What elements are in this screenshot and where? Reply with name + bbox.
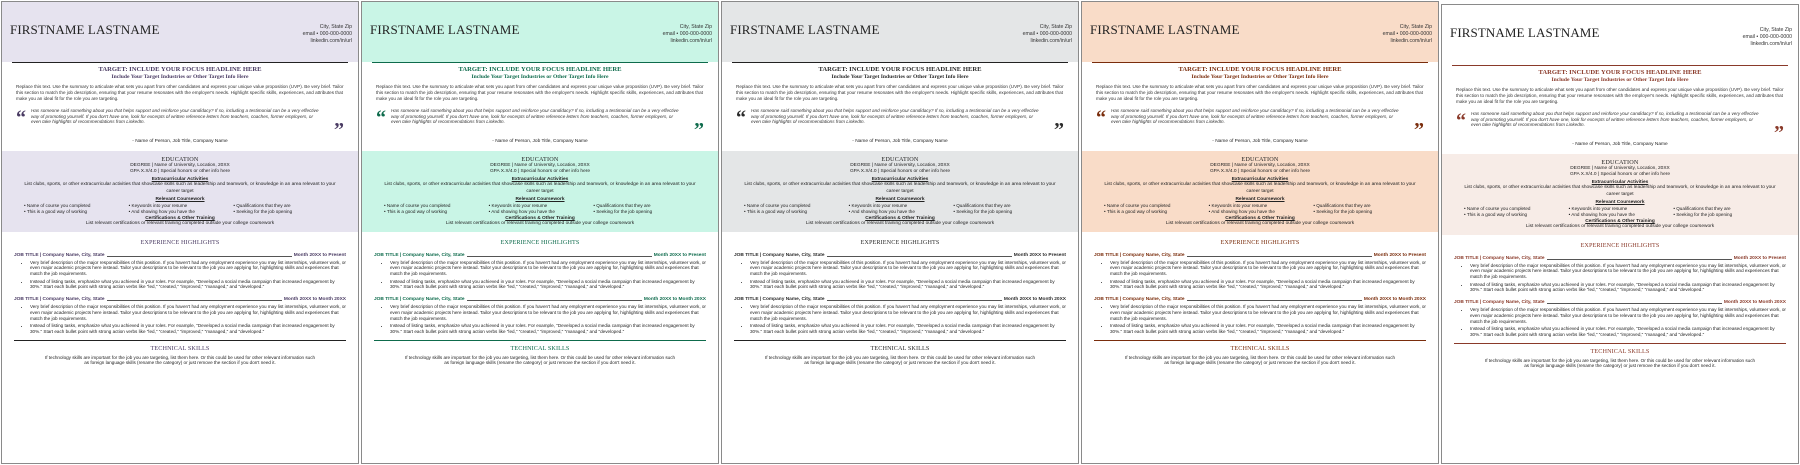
education-section [2, 151, 358, 232]
skills-text: If technology skills are important for the job you are targeting, list them here. Or this could be used for other relevant information such as foreign language skills (rename the category) or just remove the section if you don't need it. [1484, 357, 1756, 369]
education-title: EDUCATION [1601, 159, 1639, 166]
certifications-text: List relevant certifications or relevant training completed outside your college coursework [1165, 221, 1355, 227]
job-title: JOB TITLE | Company Name, City, State [14, 252, 105, 258]
resume-header [722, 2, 1078, 62]
coursework-item: • Name of course you completed [1104, 203, 1209, 209]
job-heading [1454, 256, 1786, 261]
experience-title: EXPERIENCE HIGHLIGHTS [1580, 241, 1660, 249]
job-heading [1094, 297, 1426, 302]
job-leader-line [1187, 256, 1372, 257]
testimonial-attribution: - Name of Person, Job Title, Company Name [1212, 139, 1308, 144]
job-heading [14, 253, 346, 258]
skills-text: If technology skills are important for the job you are targeting, list them here. Or this could be used for other relevant information such as foreign language skills (rename the category) or just remove the section if you don't need it. [44, 354, 316, 366]
certifications-text: List relevant certifications or relevant training completed outside your college coursework [445, 221, 635, 227]
contact-email-phone: email • 000-000-0000 [302, 31, 352, 37]
target-industries: Include Your Target Industries or Other Target Info Here [1551, 77, 1689, 83]
contact-linkedin: linkedin.com/in/url [310, 38, 352, 44]
job-leader-line [1547, 303, 1722, 304]
certifications-title: Certifications & Other Training [505, 216, 575, 222]
contact-linkedin: linkedin.com/in/url [1750, 41, 1792, 47]
coursework-item: • Seeking for the job opening [1313, 209, 1418, 215]
coursework-item: • And showing how you have the [849, 209, 954, 215]
testimonial-attribution: - Name of Person, Job Title, Company Name [132, 139, 228, 144]
coursework-item: • Keywords into your resume [1569, 206, 1674, 212]
coursework-item: • Seeking for the job opening [953, 209, 1058, 215]
job-title: JOB TITLE | Company Name, City, State [734, 252, 825, 258]
job-bullet: • Instead of listing tasks, emphasize what you achieved in your roles. For example, "Developed a social media campaign that increased engagement by 30%." Start each bullet point with strong action verbs like "led," "created," "improved," "managed," and "developed." [1470, 282, 1786, 294]
extracurricular-text: List clubs, sports, or other extracurricular activities that showcase skills such as leadership and teamwork, or knowledge in an area relevant to your career target [1104, 182, 1416, 194]
coursework-item: • Seeking for the job opening [233, 209, 338, 215]
coursework-item: • Name of course you completed [24, 203, 129, 209]
resume-header [2, 2, 358, 62]
skills-rule [1094, 340, 1426, 341]
coursework-item: • And showing how you have the [1569, 212, 1674, 218]
job-bullet: • Instead of listing tasks, emphasize what you achieved in your roles. For example, "Developed a social media campaign that increased engagement by 30%." Start each bullet point with strong action verbs like "led," "created," "improved," "managed," and "developed." [1470, 326, 1786, 338]
testimonial [1096, 107, 1424, 141]
job-title: JOB TITLE | Company Name, City, State [1454, 300, 1545, 306]
header-rule [372, 62, 708, 63]
extracurricular-text: List clubs, sports, or other extracurricular activities that showcase skills such as leadership and teamwork, or knowledge in an area relevant to your career target [744, 182, 1056, 194]
coursework-list [744, 203, 1058, 215]
coursework-item: • And showing how you have the [489, 209, 594, 215]
target-industries: Include Your Target Industries or Other Target Info Here [111, 74, 249, 80]
focus-headline: TARGET: INCLUDE YOUR FOCUS HEADLINE HERE [1538, 69, 1702, 76]
close-quote-icon: ” [1054, 119, 1064, 141]
skills-rule [734, 340, 1066, 341]
job-leader-line [1187, 300, 1362, 301]
coursework-item: • Name of course you completed [1464, 206, 1569, 212]
job-title: JOB TITLE | Company Name, City, State [14, 297, 105, 303]
close-quote-icon: ” [1774, 122, 1784, 144]
job-dates: Month 20XX to Month 20XX [283, 297, 346, 303]
extracurricular-title: Extracurricular Activities [151, 177, 209, 183]
coursework-title: Relevant Coursework [515, 196, 565, 202]
resume-header [1082, 2, 1438, 62]
job-bullets [1470, 307, 1786, 337]
testimonial-text: Has someone said something about you that helps support and reinforce your candidacy? If so, including a testimonial can be a very effective way of promoting yourself. If you don't have one, look for excerpts of written reference letters from teachers, coaches, former employers, or even take highlights of recommendations from LinkedIn. [391, 108, 679, 125]
job-dates: Month 20XX to Month 20XX [1003, 297, 1066, 303]
coursework-item: • Qualifications that they are [1313, 203, 1418, 209]
skills-rule [374, 340, 706, 341]
coursework-list [384, 203, 698, 215]
skills-text: If technology skills are important for the job you are targeting, list them here. Or this could be used for other relevant information such as foreign language skills (rename the category) or just remove the section if you don't need it. [404, 354, 676, 366]
contact-linkedin: linkedin.com/in/url [1030, 38, 1072, 44]
job-bullet: • Very brief description of the major responsibilities of this position. If you haven't had any employment experience you may list internships, volunteer work, or even major academic projects here instead. Tailor your descriptions to be relevant to the job you are applying for, highlighting skills and experiences that match the job requirements. [390, 304, 706, 321]
close-quote-icon: ” [334, 119, 344, 141]
contact-location: City, State Zip [319, 24, 352, 30]
job-bullet: • Very brief description of the major responsibilities of this position. If you haven't had any employment experience you may list internships, volunteer work, or even major academic projects here instead. Tailor your descriptions to be relevant to the job you are applying for, highlighting skills and experiences that match the job requirements. [1110, 260, 1426, 277]
job-title: JOB TITLE | Company Name, City, State [1094, 297, 1185, 303]
testimonial-text: Has someone said something about you that helps support and reinforce your candidacy? If so, including a testimonial can be a very effective way of promoting yourself. If you don't have one, look for excerpts of written reference letters from teachers, coaches, former employers, or even take highlights of recommendations from LinkedIn. [1471, 111, 1759, 128]
testimonial-text: Has someone said something about you that helps support and reinforce your candidacy? If so, including a testimonial can be a very effective way of promoting yourself. If you don't have one, look for excerpts of written reference letters from teachers, coaches, former employers, or even take highlights of recommendations from LinkedIn. [751, 108, 1039, 125]
job-bullets [1110, 304, 1426, 334]
job-bullet: • Very brief description of the major responsibilities of this position. If you haven't had any employment experience you may list internships, volunteer work, or even major academic projects here instead. Tailor your descriptions to be relevant to the job you are applying for, highlighting skills and experiences that match the job requirements. [30, 260, 346, 277]
contact-block [1743, 27, 1792, 48]
gpa-line: GPA X.X/4.0 | Special honors or other info here [1209, 169, 1311, 175]
coursework-item: • Name of course you completed [744, 203, 849, 209]
job-bullet: • Instead of listing tasks, emphasize what you achieved in your roles. For example, "Developed a social media campaign that increased engagement by 30%." Start each bullet point with strong action verbs like "led," "created," "improved," "managed," and "developed." [390, 279, 706, 291]
experience-title: EXPERIENCE HIGHLIGHTS [500, 238, 580, 246]
degree-line: DEGREE | Name of University, Location, 20XX [1570, 166, 1670, 171]
job-dates: Month 20XX to Month 20XX [1363, 297, 1426, 303]
job-leader-line [827, 300, 1002, 301]
education-title: EDUCATION [161, 156, 199, 163]
coursework-list [24, 203, 338, 215]
open-quote-icon: “ [16, 107, 26, 129]
job-dates: Month 20XX to Month 20XX [1723, 300, 1786, 306]
skills-text: If technology skills are important for the job you are targeting, list them here. Or this could be used for other relevant information such as foreign language skills (rename the category) or just remove the section if you don't need it. [764, 354, 1036, 366]
testimonial [376, 107, 704, 141]
job-heading [1454, 300, 1786, 305]
extracurricular-text: List clubs, sports, or other extracurricular activities that showcase skills such as leadership and teamwork, or knowledge in an area relevant to your career target [24, 182, 336, 194]
resume-page[interactable] [1, 1, 359, 464]
candidate-name: FIRSTNAME LASTNAME [370, 22, 520, 37]
education-title: EDUCATION [521, 156, 559, 163]
job-bullet: • Very brief description of the major responsibilities of this position. If you haven't had any employment experience you may list internships, volunteer work, or even major academic projects here instead. Tailor your descriptions to be relevant to the job you are applying for, highlighting skills and experiences that match the job requirements. [1470, 263, 1786, 280]
coursework-item: • Qualifications that they are [593, 203, 698, 209]
coursework-list [1104, 203, 1418, 215]
coursework-item: • And showing how you have the [129, 209, 234, 215]
degree-line: DEGREE | Name of University, Location, 20XX [850, 163, 950, 168]
contact-location: City, State Zip [1759, 27, 1792, 33]
gpa-line: GPA X.X/4.0 | Special honors or other info here [1569, 172, 1671, 178]
contact-block [663, 24, 712, 45]
testimonial-text: Has someone said something about you that helps support and reinforce your candidacy? If so, including a testimonial can be a very effective way of promoting yourself. If you don't have one, look for excerpts of written reference letters from teachers, coaches, former employers, or even take highlights of recommendations from LinkedIn. [1111, 108, 1399, 125]
testimonial [16, 107, 344, 141]
coursework-title: Relevant Coursework [1595, 199, 1645, 205]
coursework-item: • Keywords into your resume [1209, 203, 1314, 209]
focus-headline: TARGET: INCLUDE YOUR FOCUS HEADLINE HERE [458, 66, 622, 73]
extracurricular-title: Extracurricular Activities [511, 177, 569, 183]
open-quote-icon: “ [1096, 107, 1106, 129]
focus-headline: TARGET: INCLUDE YOUR FOCUS HEADLINE HERE [1178, 66, 1342, 73]
degree-line: DEGREE | Name of University, Location, 20XX [490, 163, 590, 168]
contact-email-phone: email • 000-000-0000 [662, 31, 712, 37]
job-dates: Month 20XX to Month 20XX [643, 297, 706, 303]
testimonial-text: Has someone said something about you that helps support and reinforce your candidacy? If so, including a testimonial can be a very effective way of promoting yourself. If you don't have one, look for excerpts of written reference letters from teachers, coaches, former employers, or even take highlights of recommendations from LinkedIn. [31, 108, 319, 125]
job-bullet: • Instead of listing tasks, emphasize what you achieved in your roles. For example, "Developed a social media campaign that increased engagement by 30%." Start each bullet point with strong action verbs like "led," "created," "improved," "managed," and "developed." [1110, 279, 1426, 291]
contact-block [1023, 24, 1072, 45]
education-title: EDUCATION [881, 156, 919, 163]
coursework-item: • This is a good way of working [384, 209, 489, 215]
certifications-title: Certifications & Other Training [145, 216, 215, 222]
close-quote-icon: ” [1414, 119, 1424, 141]
contact-linkedin: linkedin.com/in/url [670, 38, 712, 44]
target-industries: Include Your Target Industries or Other Target Info Here [831, 74, 969, 80]
job-dates: Month 20XX to Present [1733, 255, 1786, 261]
job-bullet: • Instead of listing tasks, emphasize what you achieved in your roles. For example, "Developed a social media campaign that increased engagement by 30%." Start each bullet point with strong action verbs like "led," "created," "improved," "managed," and "developed." [1110, 323, 1426, 335]
job-bullets [1110, 260, 1426, 290]
coursework-item: • And showing how you have the [1209, 209, 1314, 215]
job-leader-line [107, 300, 282, 301]
target-industries: Include Your Target Industries or Other Target Info Here [1191, 74, 1329, 80]
extracurricular-title: Extracurricular Activities [1591, 180, 1649, 186]
job-bullets [750, 304, 1066, 334]
gpa-line: GPA X.X/4.0 | Special honors or other info here [489, 169, 591, 175]
job-bullets [390, 304, 706, 334]
contact-email-phone: email • 000-000-0000 [1742, 34, 1792, 40]
target-industries: Include Your Target Industries or Other Target Info Here [471, 74, 609, 80]
contact-block [303, 24, 352, 45]
job-title: JOB TITLE | Company Name, City, State [374, 297, 465, 303]
coursework-item: • Keywords into your resume [849, 203, 954, 209]
job-leader-line [107, 256, 292, 257]
candidate-name: FIRSTNAME LASTNAME [730, 22, 880, 37]
focus-headline: TARGET: INCLUDE YOUR FOCUS HEADLINE HERE [818, 66, 982, 73]
experience-title: EXPERIENCE HIGHLIGHTS [140, 238, 220, 246]
certifications-text: List relevant certifications or relevant training completed outside your college coursework [85, 221, 275, 227]
job-heading [374, 253, 706, 258]
job-bullets [750, 260, 1066, 290]
certifications-text: List relevant certifications or relevant training completed outside your college coursework [1525, 224, 1715, 230]
contact-email-phone: email • 000-000-0000 [1022, 31, 1072, 37]
education-section [1442, 154, 1798, 235]
skills-rule [14, 340, 346, 341]
resume-page[interactable] [721, 1, 1079, 464]
candidate-name: FIRSTNAME LASTNAME [10, 22, 160, 37]
job-bullet: • Instead of listing tasks, emphasize what you achieved in your roles. For example, "Developed a social media campaign that increased engagement by 30%." Start each bullet point with strong action verbs like "led," "created," "improved," "managed," and "developed." [750, 279, 1066, 291]
resume-header [362, 2, 718, 62]
job-bullet: • Very brief description of the major responsibilities of this position. If you haven't had any employment experience you may list internships, volunteer work, or even major academic projects here instead. Tailor your descriptions to be relevant to the job you are applying for, highlighting skills and experiences that match the job requirements. [750, 260, 1066, 277]
testimonial-attribution: - Name of Person, Job Title, Company Name [492, 139, 588, 144]
coursework-item: • Keywords into your resume [129, 203, 234, 209]
coursework-item: • Keywords into your resume [489, 203, 594, 209]
resume-page[interactable] [1441, 4, 1799, 464]
candidate-name: FIRSTNAME LASTNAME [1090, 22, 1240, 37]
contact-location: City, State Zip [679, 24, 712, 30]
contact-linkedin: linkedin.com/in/url [1390, 38, 1432, 44]
job-title: JOB TITLE | Company Name, City, State [1094, 252, 1185, 258]
job-bullet: • Instead of listing tasks, emphasize what you achieved in your roles. For example, "Developed a social media campaign that increased engagement by 30%." Start each bullet point with strong action verbs like "led," "created," "improved," "managed," and "developed." [750, 323, 1066, 335]
job-dates: Month 20XX to Present [653, 252, 706, 258]
coursework-item: • This is a good way of working [24, 209, 129, 215]
coursework-item: • Qualifications that they are [953, 203, 1058, 209]
job-bullets [390, 260, 706, 290]
contact-location: City, State Zip [1039, 24, 1072, 30]
certifications-title: Certifications & Other Training [1225, 216, 1295, 222]
degree-line: DEGREE | Name of University, Location, 20XX [1210, 163, 1310, 168]
coursework-item: • Qualifications that they are [233, 203, 338, 209]
education-section [1082, 151, 1438, 232]
job-bullets [30, 260, 346, 290]
degree-line: DEGREE | Name of University, Location, 20XX [130, 163, 230, 168]
contact-block [1383, 24, 1432, 45]
certifications-text: List relevant certifications or relevant training completed outside your college coursework [805, 221, 995, 227]
job-bullet: • Very brief description of the major responsibilities of this position. If you haven't had any employment experience you may list internships, volunteer work, or even major academic projects here instead. Tailor your descriptions to be relevant to the job you are applying for, highlighting skills and experiences that match the job requirements. [1110, 304, 1426, 321]
open-quote-icon: “ [736, 107, 746, 129]
job-dates: Month 20XX to Present [1373, 252, 1426, 258]
job-heading [734, 297, 1066, 302]
coursework-title: Relevant Coursework [875, 196, 925, 202]
job-dates: Month 20XX to Present [1013, 252, 1066, 258]
job-bullet: • Instead of listing tasks, emphasize what you achieved in your roles. For example, "Developed a social media campaign that increased engagement by 30%." Start each bullet point with strong action verbs like "led," "created," "improved," "managed," and "developed." [30, 279, 346, 291]
summary-text: Replace this text. Use the summary to articulate what sets you apart from other candidates and express your unique value proposition (UVP). Be very brief. Tailor this section to match the job description, ensuring that your resume resonates with the employer's needs. Highlight specific skills, experiences, and attributes that make you an ideal fit for the role you are targeting. [16, 84, 344, 101]
job-bullet: • Instead of listing tasks, emphasize what you achieved in your roles. For example, "Developed a social media campaign that increased engagement by 30%." Start each bullet point with strong action verbs like "led," "created," "improved," "managed," and "developed." [30, 323, 346, 335]
job-leader-line [1547, 259, 1732, 260]
job-leader-line [467, 300, 642, 301]
job-heading [14, 297, 346, 302]
job-bullet: • Very brief description of the major responsibilities of this position. If you haven't had any employment experience you may list internships, volunteer work, or even major academic projects here instead. Tailor your descriptions to be relevant to the job you are applying for, highlighting skills and experiences that match the job requirements. [1470, 307, 1786, 324]
job-title: JOB TITLE | Company Name, City, State [1454, 255, 1545, 261]
coursework-item: • Seeking for the job opening [593, 209, 698, 215]
education-title: EDUCATION [1241, 156, 1279, 163]
summary-text: Replace this text. Use the summary to articulate what sets you apart from other candidates and express your unique value proposition (UVP). Be very brief. Tailor this section to match the job description, ensuring that your resume resonates with the employer's needs. Highlight specific skills, experiences, and attributes that make you an ideal fit for the role you are targeting. [1456, 87, 1784, 104]
summary-text: Replace this text. Use the summary to articulate what sets you apart from other candidates and express your unique value proposition (UVP). Be very brief. Tailor this section to match the job description, ensuring that your resume resonates with the employer's needs. Highlight specific skills, experiences, and attributes that make you an ideal fit for the role you are targeting. [376, 84, 704, 101]
coursework-title: Relevant Coursework [155, 196, 205, 202]
job-heading [374, 297, 706, 302]
extracurricular-text: List clubs, sports, or other extracurricular activities that showcase skills such as leadership and teamwork, or knowledge in an area relevant to your career target [1464, 185, 1776, 197]
close-quote-icon: ” [694, 119, 704, 141]
resume-header [1442, 5, 1798, 65]
open-quote-icon: “ [376, 107, 386, 129]
testimonial [736, 107, 1064, 141]
skills-title: TECHNICAL SKILLS [870, 344, 930, 352]
open-quote-icon: “ [1456, 110, 1466, 132]
job-bullets [1470, 263, 1786, 293]
summary-text: Replace this text. Use the summary to articulate what sets you apart from other candidates and express your unique value proposition (UVP). Be very brief. Tailor this section to match the job description, ensuring that your resume resonates with the employer's needs. Highlight specific skills, experiences, and attributes that make you an ideal fit for the role you are targeting. [1096, 84, 1424, 101]
education-section [362, 151, 718, 232]
skills-title: TECHNICAL SKILLS [1590, 347, 1650, 355]
testimonial [1456, 110, 1784, 144]
skills-rule [1454, 343, 1786, 344]
coursework-item: • This is a good way of working [1464, 212, 1569, 218]
job-bullet: • Instead of listing tasks, emphasize what you achieved in your roles. For example, "Developed a social media campaign that increased engagement by 30%." Start each bullet point with strong action verbs like "led," "created," "improved," "managed," and "developed." [390, 323, 706, 335]
testimonial-attribution: - Name of Person, Job Title, Company Name [852, 139, 948, 144]
coursework-item: • This is a good way of working [1104, 209, 1209, 215]
contact-email-phone: email • 000-000-0000 [1382, 31, 1432, 37]
resume-page[interactable] [361, 1, 719, 464]
education-section [722, 151, 1078, 232]
skills-title: TECHNICAL SKILLS [150, 344, 210, 352]
certifications-title: Certifications & Other Training [1585, 219, 1655, 225]
certifications-title: Certifications & Other Training [865, 216, 935, 222]
contact-location: City, State Zip [1399, 24, 1432, 30]
job-title: JOB TITLE | Company Name, City, State [374, 252, 465, 258]
focus-headline: TARGET: INCLUDE YOUR FOCUS HEADLINE HERE [98, 66, 262, 73]
job-heading [1094, 253, 1426, 258]
skills-text: If technology skills are important for the job you are targeting, list them here. Or this could be used for other relevant information such as foreign language skills (rename the category) or just remove the section if you don't need it. [1124, 354, 1396, 366]
resume-page[interactable] [1081, 1, 1439, 464]
coursework-item: • Name of course you completed [384, 203, 489, 209]
job-title: JOB TITLE | Company Name, City, State [734, 297, 825, 303]
job-dates: Month 20XX to Present [293, 252, 346, 258]
candidate-name: FIRSTNAME LASTNAME [1450, 25, 1600, 40]
job-leader-line [467, 256, 652, 257]
summary-text: Replace this text. Use the summary to articulate what sets you apart from other candidates and express your unique value proposition (UVP). Be very brief. Tailor this section to match the job description, ensuring that your resume resonates with the employer's needs. Highlight specific skills, experiences, and attributes that make you an ideal fit for the role you are targeting. [736, 84, 1064, 101]
gpa-line: GPA X.X/4.0 | Special honors or other info here [129, 169, 231, 175]
header-rule [1092, 62, 1428, 63]
coursework-title: Relevant Coursework [1235, 196, 1285, 202]
gpa-line: GPA X.X/4.0 | Special honors or other info here [849, 169, 951, 175]
experience-title: EXPERIENCE HIGHLIGHTS [860, 238, 940, 246]
skills-title: TECHNICAL SKILLS [510, 344, 570, 352]
coursework-item: • Seeking for the job opening [1673, 212, 1778, 218]
header-rule [732, 62, 1068, 63]
extracurricular-title: Extracurricular Activities [871, 177, 929, 183]
coursework-item: • This is a good way of working [744, 209, 849, 215]
job-bullet: • Very brief description of the major responsibilities of this position. If you haven't had any employment experience you may list internships, volunteer work, or even major academic projects here instead. Tailor your descriptions to be relevant to the job you are applying for, highlighting skills and experiences that match the job requirements. [390, 260, 706, 277]
job-bullets [30, 304, 346, 334]
job-heading [734, 253, 1066, 258]
extracurricular-title: Extracurricular Activities [1231, 177, 1289, 183]
job-bullet: • Very brief description of the major responsibilities of this position. If you haven't had any employment experience you may list internships, volunteer work, or even major academic projects here instead. Tailor your descriptions to be relevant to the job you are applying for, highlighting skills and experiences that match the job requirements. [750, 304, 1066, 321]
testimonial-attribution: - Name of Person, Job Title, Company Name [1572, 142, 1668, 147]
coursework-item: • Qualifications that they are [1673, 206, 1778, 212]
skills-title: TECHNICAL SKILLS [1230, 344, 1290, 352]
job-leader-line [827, 256, 1012, 257]
header-rule [12, 62, 348, 63]
coursework-list [1464, 206, 1778, 218]
experience-title: EXPERIENCE HIGHLIGHTS [1220, 238, 1300, 246]
header-rule [1452, 65, 1788, 66]
job-bullet: • Very brief description of the major responsibilities of this position. If you haven't had any employment experience you may list internships, volunteer work, or even major academic projects here instead. Tailor your descriptions to be relevant to the job you are applying for, highlighting skills and experiences that match the job requirements. [30, 304, 346, 321]
extracurricular-text: List clubs, sports, or other extracurricular activities that showcase skills such as leadership and teamwork, or knowledge in an area relevant to your career target [384, 182, 696, 194]
